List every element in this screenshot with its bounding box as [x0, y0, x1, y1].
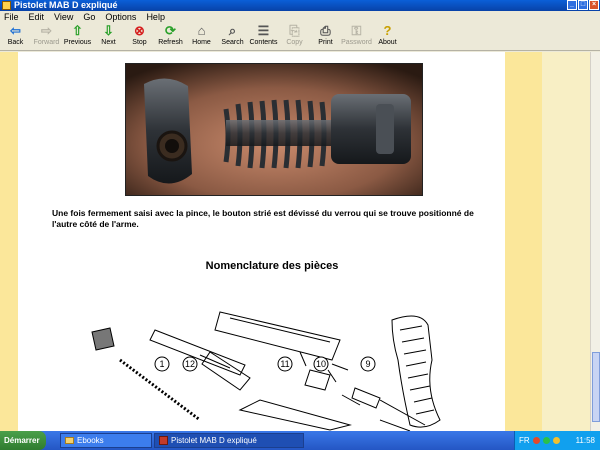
toolbar-label: Previous — [63, 39, 92, 46]
right-margin-band-light — [542, 52, 590, 431]
search-icon: ⌕ — [228, 23, 237, 38]
toolbar-label: Stop — [132, 39, 147, 46]
task-label: Ebooks — [77, 436, 104, 445]
scrollbar-thumb[interactable] — [592, 352, 600, 422]
toolbar-password-button — [341, 23, 372, 50]
next-arrow-icon: ⇩ — [103, 23, 114, 38]
page-content — [0, 52, 590, 431]
menu-bar — [0, 11, 600, 23]
toolbar-label: Home — [192, 39, 211, 46]
app-icon — [2, 1, 11, 10]
previous-arrow-icon: ⇧ — [72, 23, 83, 38]
task-label: Pistolet MAB D expliqué — [171, 436, 257, 445]
key-icon: ⚿ — [351, 23, 362, 38]
toolbar-copy-button — [279, 23, 310, 50]
part-label — [361, 357, 375, 371]
clock: 11:58 — [575, 436, 595, 445]
tray-network-icon[interactable] — [543, 437, 550, 444]
system-tray — [514, 431, 600, 450]
toolbar-label: Back — [7, 39, 24, 46]
svg-text:9: 9 — [365, 359, 371, 369]
stop-icon: ⊗ — [134, 23, 145, 38]
toolbar-contents-button[interactable] — [248, 23, 279, 50]
menu-options[interactable]: Options — [105, 12, 137, 22]
toolbar-search-button[interactable] — [217, 23, 248, 50]
toolbar-stop-button[interactable] — [124, 23, 155, 50]
print-icon: ⎙ — [320, 23, 331, 38]
maximize-button[interactable]: □ — [578, 0, 588, 10]
minimize-button[interactable]: _ — [567, 0, 577, 10]
taskbar — [0, 431, 600, 450]
part-label — [155, 357, 169, 371]
forward-arrow-icon: ⇨ — [41, 23, 52, 38]
toolbar-refresh-button[interactable] — [155, 23, 186, 50]
copy-icon: ⎘ — [289, 23, 300, 38]
toolbar-label: Copy — [286, 39, 303, 46]
toolbar-label: Next — [101, 39, 116, 46]
help-book-icon — [159, 436, 168, 445]
toolbar-label: Password — [341, 39, 372, 46]
toolbar-home-button[interactable] — [186, 23, 217, 50]
home-icon: ⌂ — [197, 23, 206, 38]
toolbar-label: Print — [318, 39, 333, 46]
toolbar-label: Contents — [249, 39, 278, 46]
right-margin-band — [505, 52, 542, 431]
start-button[interactable]: Démarrer — [0, 431, 46, 450]
tray-volume-icon[interactable] — [553, 437, 560, 444]
part-label — [314, 357, 328, 371]
close-button[interactable]: × — [589, 0, 599, 10]
photo-knurled-knob-and-spring — [125, 63, 423, 196]
description-paragraph: Une fois fermement saisi avec la pince, le bouton strié est dévissé du verrou qui se trouve positionné de l'autre côté de l'arme. — [52, 208, 474, 229]
contents-icon: ☰ — [257, 23, 270, 38]
part-label — [278, 357, 292, 371]
menu-help[interactable]: Help — [146, 12, 165, 22]
svg-text:11: 11 — [280, 359, 290, 369]
folder-icon — [65, 437, 74, 444]
toolbar-about-button[interactable] — [372, 23, 403, 50]
about-icon: ? — [383, 23, 392, 38]
exploded-parts-diagram — [80, 300, 500, 431]
svg-text:10: 10 — [315, 359, 327, 369]
language-indicator[interactable]: FR — [519, 436, 530, 445]
task-ebooks[interactable] — [60, 433, 152, 448]
vertical-scrollbar[interactable] — [590, 52, 600, 431]
section-heading: Nomenclature des pièces — [205, 260, 339, 272]
part-label — [183, 357, 197, 371]
left-margin-band — [0, 52, 18, 431]
toolbar-label: Refresh — [158, 39, 183, 46]
menu-file[interactable]: File — [4, 12, 19, 22]
toolbar-next-button[interactable] — [93, 23, 124, 50]
toolbar-print-button[interactable] — [310, 23, 341, 50]
toolbar-label: Search — [221, 39, 244, 46]
tray-app-icon[interactable] — [533, 437, 540, 444]
toolbar-forward-button — [31, 23, 62, 50]
menu-edit[interactable]: Edit — [28, 12, 45, 22]
title-bar[interactable] — [0, 0, 600, 11]
toolbar-previous-button[interactable] — [62, 23, 93, 50]
menu-view[interactable]: View — [54, 12, 74, 22]
toolbar-label: About — [378, 39, 397, 46]
back-arrow-icon: ⇦ — [10, 23, 21, 38]
svg-text:1: 1 — [159, 359, 165, 369]
menu-go[interactable]: Go — [83, 12, 96, 22]
toolbar-label: Forward — [33, 39, 60, 46]
task-pistolet[interactable] — [154, 433, 304, 448]
refresh-icon: ⟳ — [165, 23, 176, 38]
toolbar-back-button[interactable] — [0, 23, 31, 50]
window-title: Pistolet MAB D expliqué — [14, 0, 118, 10]
svg-text:12: 12 — [184, 359, 196, 369]
toolbar — [0, 23, 600, 51]
